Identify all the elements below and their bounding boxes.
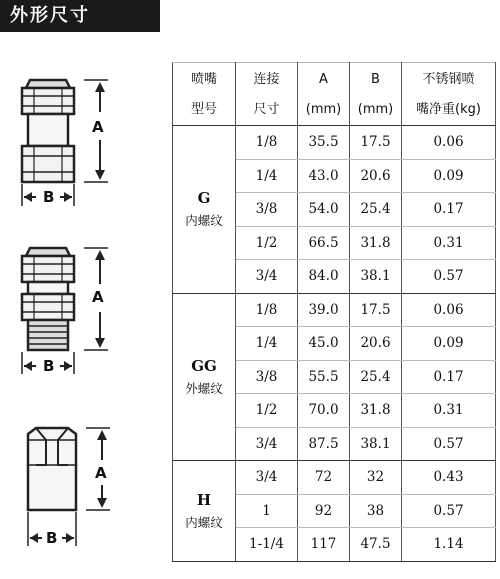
connection-size-cell: 1/2 [236,226,298,260]
dimension-a-cell: 35.5 [298,126,350,160]
dimension-a-label: A [92,288,104,306]
dimension-b-label: B [43,188,55,206]
dimension-b-label: B [46,529,58,547]
connection-size-cell: 3/8 [236,360,298,394]
net-weight-cell: 0.09 [402,159,496,193]
connection-size-cell: 1-1/4 [236,528,298,562]
nozzle-type-code: H [196,490,212,509]
dimension-a-label: A [95,464,107,482]
nozzle-type-code: GG [191,356,217,375]
net-weight-cell: 0.57 [402,427,496,461]
header-nozzle-type: 喷嘴 型号 [173,63,236,126]
table-row [173,461,496,495]
net-weight-cell: 0.43 [402,461,496,495]
nozzle-diagram-svg [0,40,170,579]
dimension-a-cell: 84.0 [298,260,350,294]
nozzle-thread-type: 内螺纹 [185,213,223,229]
nozzle-h-drawing [28,428,110,546]
net-weight-cell: 0.06 [402,126,496,160]
dimension-a-label: A [92,118,104,136]
connection-size-cell: 1/8 [236,293,298,327]
dimension-b-cell: 20.6 [350,159,402,193]
dimension-a-cell: 54.0 [298,193,350,227]
header-net-weight: 不锈钢喷 嘴净重(kg) [402,63,496,126]
dimension-a-cell: 92 [298,494,350,528]
section-title: 外形尺寸 [0,0,160,32]
dimension-a-cell: 117 [298,528,350,562]
dimension-a-cell: 66.5 [298,226,350,260]
dimension-b-cell: 47.5 [350,528,402,562]
dimension-a-cell: 70.0 [298,394,350,428]
dimension-b-cell: 25.4 [350,360,402,394]
connection-size-cell: 3/8 [236,193,298,227]
header-dimension-b: B (mm) [350,63,402,126]
net-weight-cell: 0.17 [402,193,496,227]
dimension-b-cell: 32 [350,461,402,495]
dimension-a-cell: 55.5 [298,360,350,394]
table-row [173,126,496,160]
connection-size-cell: 1 [236,494,298,528]
dimension-b-cell: 25.4 [350,193,402,227]
connection-size-cell: 1/8 [236,126,298,160]
table-row [173,293,496,327]
dimension-a-cell: 43.0 [298,159,350,193]
nozzle-type-cell [173,461,236,562]
net-weight-cell: 0.31 [402,394,496,428]
connection-size-cell: 3/4 [236,427,298,461]
net-weight-cell: 0.31 [402,226,496,260]
nozzle-type-cell [173,293,236,461]
nozzle-dimension-table [172,62,496,562]
dimension-a-cell: 39.0 [298,293,350,327]
dimension-b-cell: 38.1 [350,260,402,294]
connection-size-cell: 1/4 [236,327,298,361]
dimension-a-cell: 87.5 [298,427,350,461]
net-weight-cell: 1.14 [402,528,496,562]
nozzle-type-code: G [197,189,211,208]
dimension-a-cell: 45.0 [298,327,350,361]
dimension-b-cell: 31.8 [350,226,402,260]
net-weight-cell: 0.57 [402,494,496,528]
connection-size-cell: 3/4 [236,260,298,294]
connection-size-cell: 3/4 [236,461,298,495]
connection-size-cell: 1/4 [236,159,298,193]
nozzle-type-cell [173,126,236,294]
table-body [173,126,496,562]
nozzle-gg-drawing [22,248,108,374]
net-weight-cell: 0.57 [402,260,496,294]
table-header-row [173,63,496,126]
connection-size-cell: 1/2 [236,394,298,428]
header-dimension-a: A (mm) [298,63,350,126]
dimension-b-cell: 20.6 [350,327,402,361]
dimension-b-cell: 17.5 [350,126,402,160]
net-weight-cell: 0.06 [402,293,496,327]
dimension-b-cell: 38 [350,494,402,528]
dimension-b-label: B [43,357,55,375]
header-connection-size: 连接 尺寸 [236,63,298,126]
net-weight-cell: 0.17 [402,360,496,394]
nozzle-thread-type: 外螺纹 [185,380,223,396]
dimension-b-cell: 17.5 [350,293,402,327]
dimension-b-cell: 31.8 [350,394,402,428]
net-weight-cell: 0.09 [402,327,496,361]
dimension-b-cell: 38.1 [350,427,402,461]
nozzle-thread-type: 内螺纹 [185,514,223,530]
dimension-a-cell: 72 [298,461,350,495]
nozzle-g-drawing [22,80,108,206]
nozzle-drawings [0,40,170,579]
